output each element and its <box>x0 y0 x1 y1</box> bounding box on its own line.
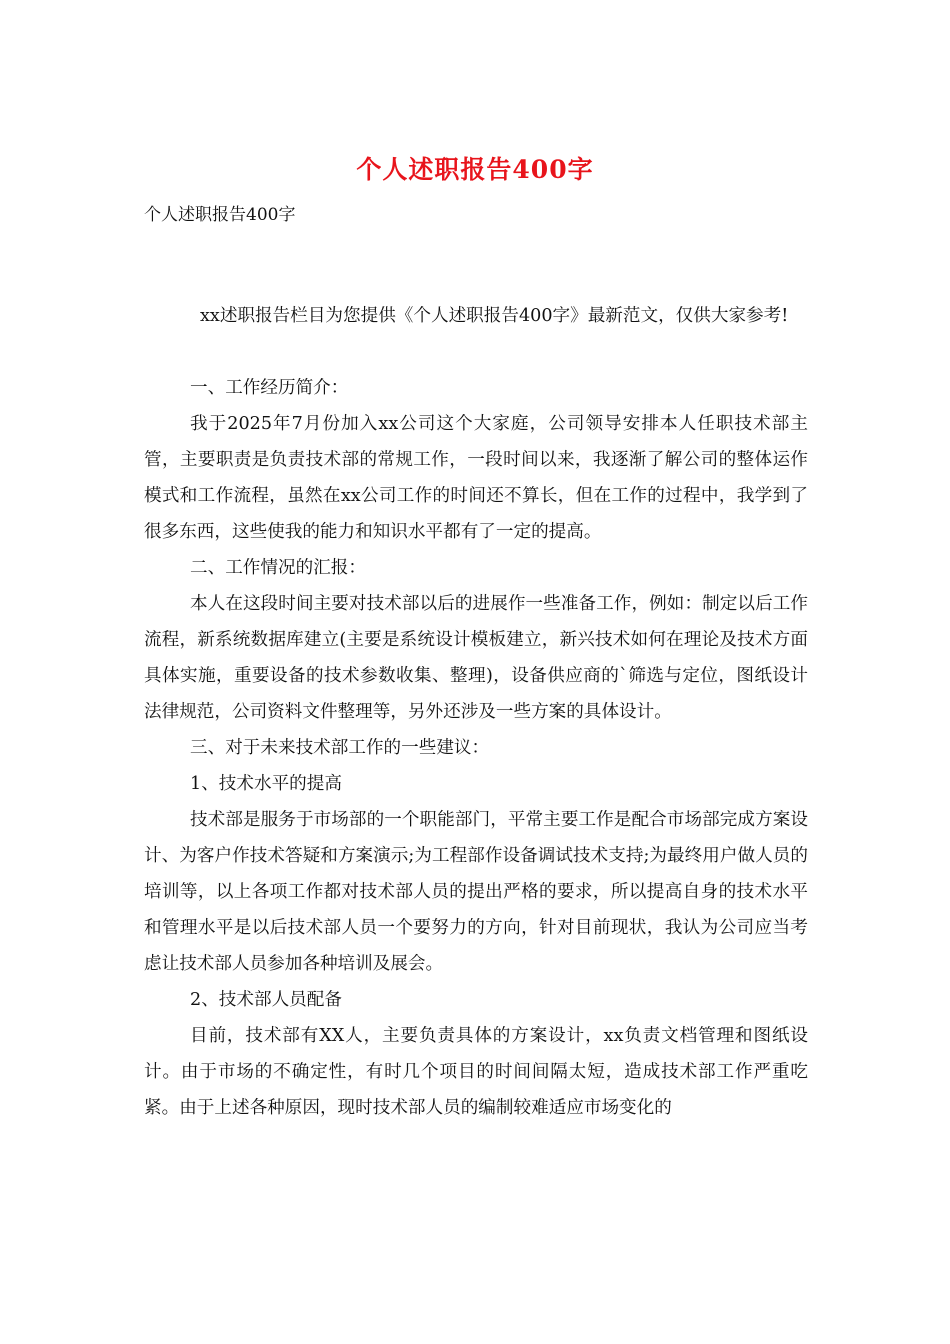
section-heading-1: 一、工作经历简介： <box>190 378 349 398</box>
section-body-2: 本人在这段时间主要对技术部以后的进展作一些准备工作，例如：制定以后工作流程，新系统数据库建立(主要是系统设计模板建立，新兴技术如何在理论及技术方面具体实施，重要设备的技术参数收集、整理)，设备供应商的`筛选与定位，图纸设计法律规范，公司资料文件整理等，另外还涉及一些方案的具体设计。 <box>144 594 808 722</box>
section-heading-3: 三、对于未来技术部工作的一些建议： <box>190 738 490 758</box>
section-heading-2: 二、工作情况的汇报： <box>190 558 366 578</box>
subsection-body-1: 技术部是服务于市场部的一个职能部门，平常主要工作是配合市场部完成方案设计、为客户作技术答疑和方案演示;为工程部作设备调试技术支持;为最终用户做人员的培训等，以上各项工作都对技术部人员的提出严格的要求，所以提高自身的技术水平和管理水平是以后技术部人员一个要努力的方向，针对目前现状，我认为公司应当考虑让技术部人员参加各种培训及展会。 <box>144 810 808 974</box>
subsection-heading-2: 2、技术部人员配备 <box>190 990 342 1010</box>
subsection-heading-1: 1、技术水平的提高 <box>190 774 342 794</box>
document-subtitle: 个人述职报告400字 <box>144 205 296 225</box>
intro-paragraph: xx述职报告栏目为您提供《个人述职报告400字》最新范文，仅供大家参考! <box>200 306 789 326</box>
section-body-1: 我于2025年7月份加入xx公司这个大家庭，公司领导安排本人任职技术部主管，主要职责是负责技术部的常规工作，一段时间以来，我逐渐了解公司的整体运作模式和工作流程，虽然在xx公司工作的时间还不算长，但在工作的过程中，我学到了很多东西，这些使我的能力和知识水平都有了一定的提高。 <box>144 414 808 542</box>
subsection-body-2: 目前，技术部有XX人，主要负责具体的方案设计，xx负责文档管理和图纸设计。由于市场的不确定性，有时几个项目的时间间隔太短，造成技术部工作严重吃紧。由于上述各种原因，现时技术部人员的编制较难适应市场变化的 <box>144 1026 808 1118</box>
paragraph-gap <box>144 334 808 370</box>
document-body <box>144 298 808 1126</box>
document-title: 个人述职报告400字 <box>356 155 594 184</box>
